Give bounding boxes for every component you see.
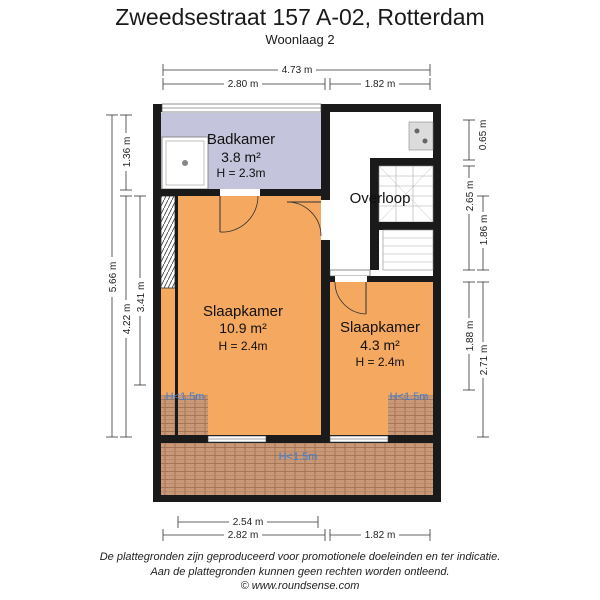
dim-left-top: 1.36 m xyxy=(122,136,133,168)
dim-right-d: 2.71 m xyxy=(479,344,490,376)
disclaimer xyxy=(0,550,600,594)
dim-top-total: 4.73 m xyxy=(281,65,313,76)
copyright-line: © www.roundsense.com xyxy=(240,580,360,592)
dim-top-right: 1.82 m xyxy=(364,79,396,90)
dimension-bottom xyxy=(163,515,430,541)
page-title: Zweedsestraat 157 A-02, Rotterdam xyxy=(115,4,485,30)
label-slaapkamer-small-name: Slaapkamer xyxy=(339,319,421,336)
dimension-right xyxy=(463,118,490,437)
label-slaapkamer-large-height: H = 2.4m xyxy=(218,339,268,353)
label-badkamer-name: Badkamer xyxy=(206,131,276,148)
dim-left-total: 5.66 m xyxy=(108,261,119,293)
dim-right-a: 2.65 m xyxy=(465,180,476,212)
dimension-top xyxy=(163,63,430,90)
shower-icon xyxy=(162,137,208,189)
floor-subtitle: Woonlaag 2 xyxy=(265,32,335,47)
dim-left-inner: 3.41 m xyxy=(136,281,147,313)
storage-cabinet-icon xyxy=(409,122,433,150)
dim-bottom-a: 2.54 m xyxy=(232,517,264,528)
label-badkamer-area: 3.8 m² xyxy=(221,149,261,165)
label-slaapkamer-small-height: H = 2.4m xyxy=(355,355,405,369)
label-slaapkamer-large-area: 10.9 m² xyxy=(219,320,267,336)
label-low-height-left: H<1.5m xyxy=(165,391,205,403)
label-slaapkamer-large-name: Slaapkamer xyxy=(202,303,284,320)
disclaimer-line-2: Aan de plattegronden kunnen geen rechten worden ontleend. xyxy=(150,565,450,578)
label-slaapkamer-small-area: 4.3 m² xyxy=(360,337,400,353)
dim-top-left: 2.80 m xyxy=(227,79,259,90)
label-badkamer-height: H = 2.3m xyxy=(216,166,266,180)
dim-left-mid: 4.22 m xyxy=(122,303,133,335)
label-low-height-right: H<1.5m xyxy=(389,391,429,403)
label-low-height-bottom: H<1.5m xyxy=(278,451,318,463)
disclaimer-line-1: De plattegronden zijn geproduceerd voor promotionele doeleinden en ter indicatie. xyxy=(99,551,501,563)
closet-area xyxy=(161,196,175,288)
label-overloop-name: Overloop xyxy=(349,190,411,207)
dim-right-c: 1.88 m xyxy=(465,320,476,352)
dim-bottom-b: 2.82 m xyxy=(227,530,259,541)
dim-right-b: 1.86 m xyxy=(479,214,490,246)
dimension-left xyxy=(106,115,147,437)
dim-bottom-right: 1.82 m xyxy=(364,530,396,541)
dim-right-top: 0.65 m xyxy=(478,119,489,151)
